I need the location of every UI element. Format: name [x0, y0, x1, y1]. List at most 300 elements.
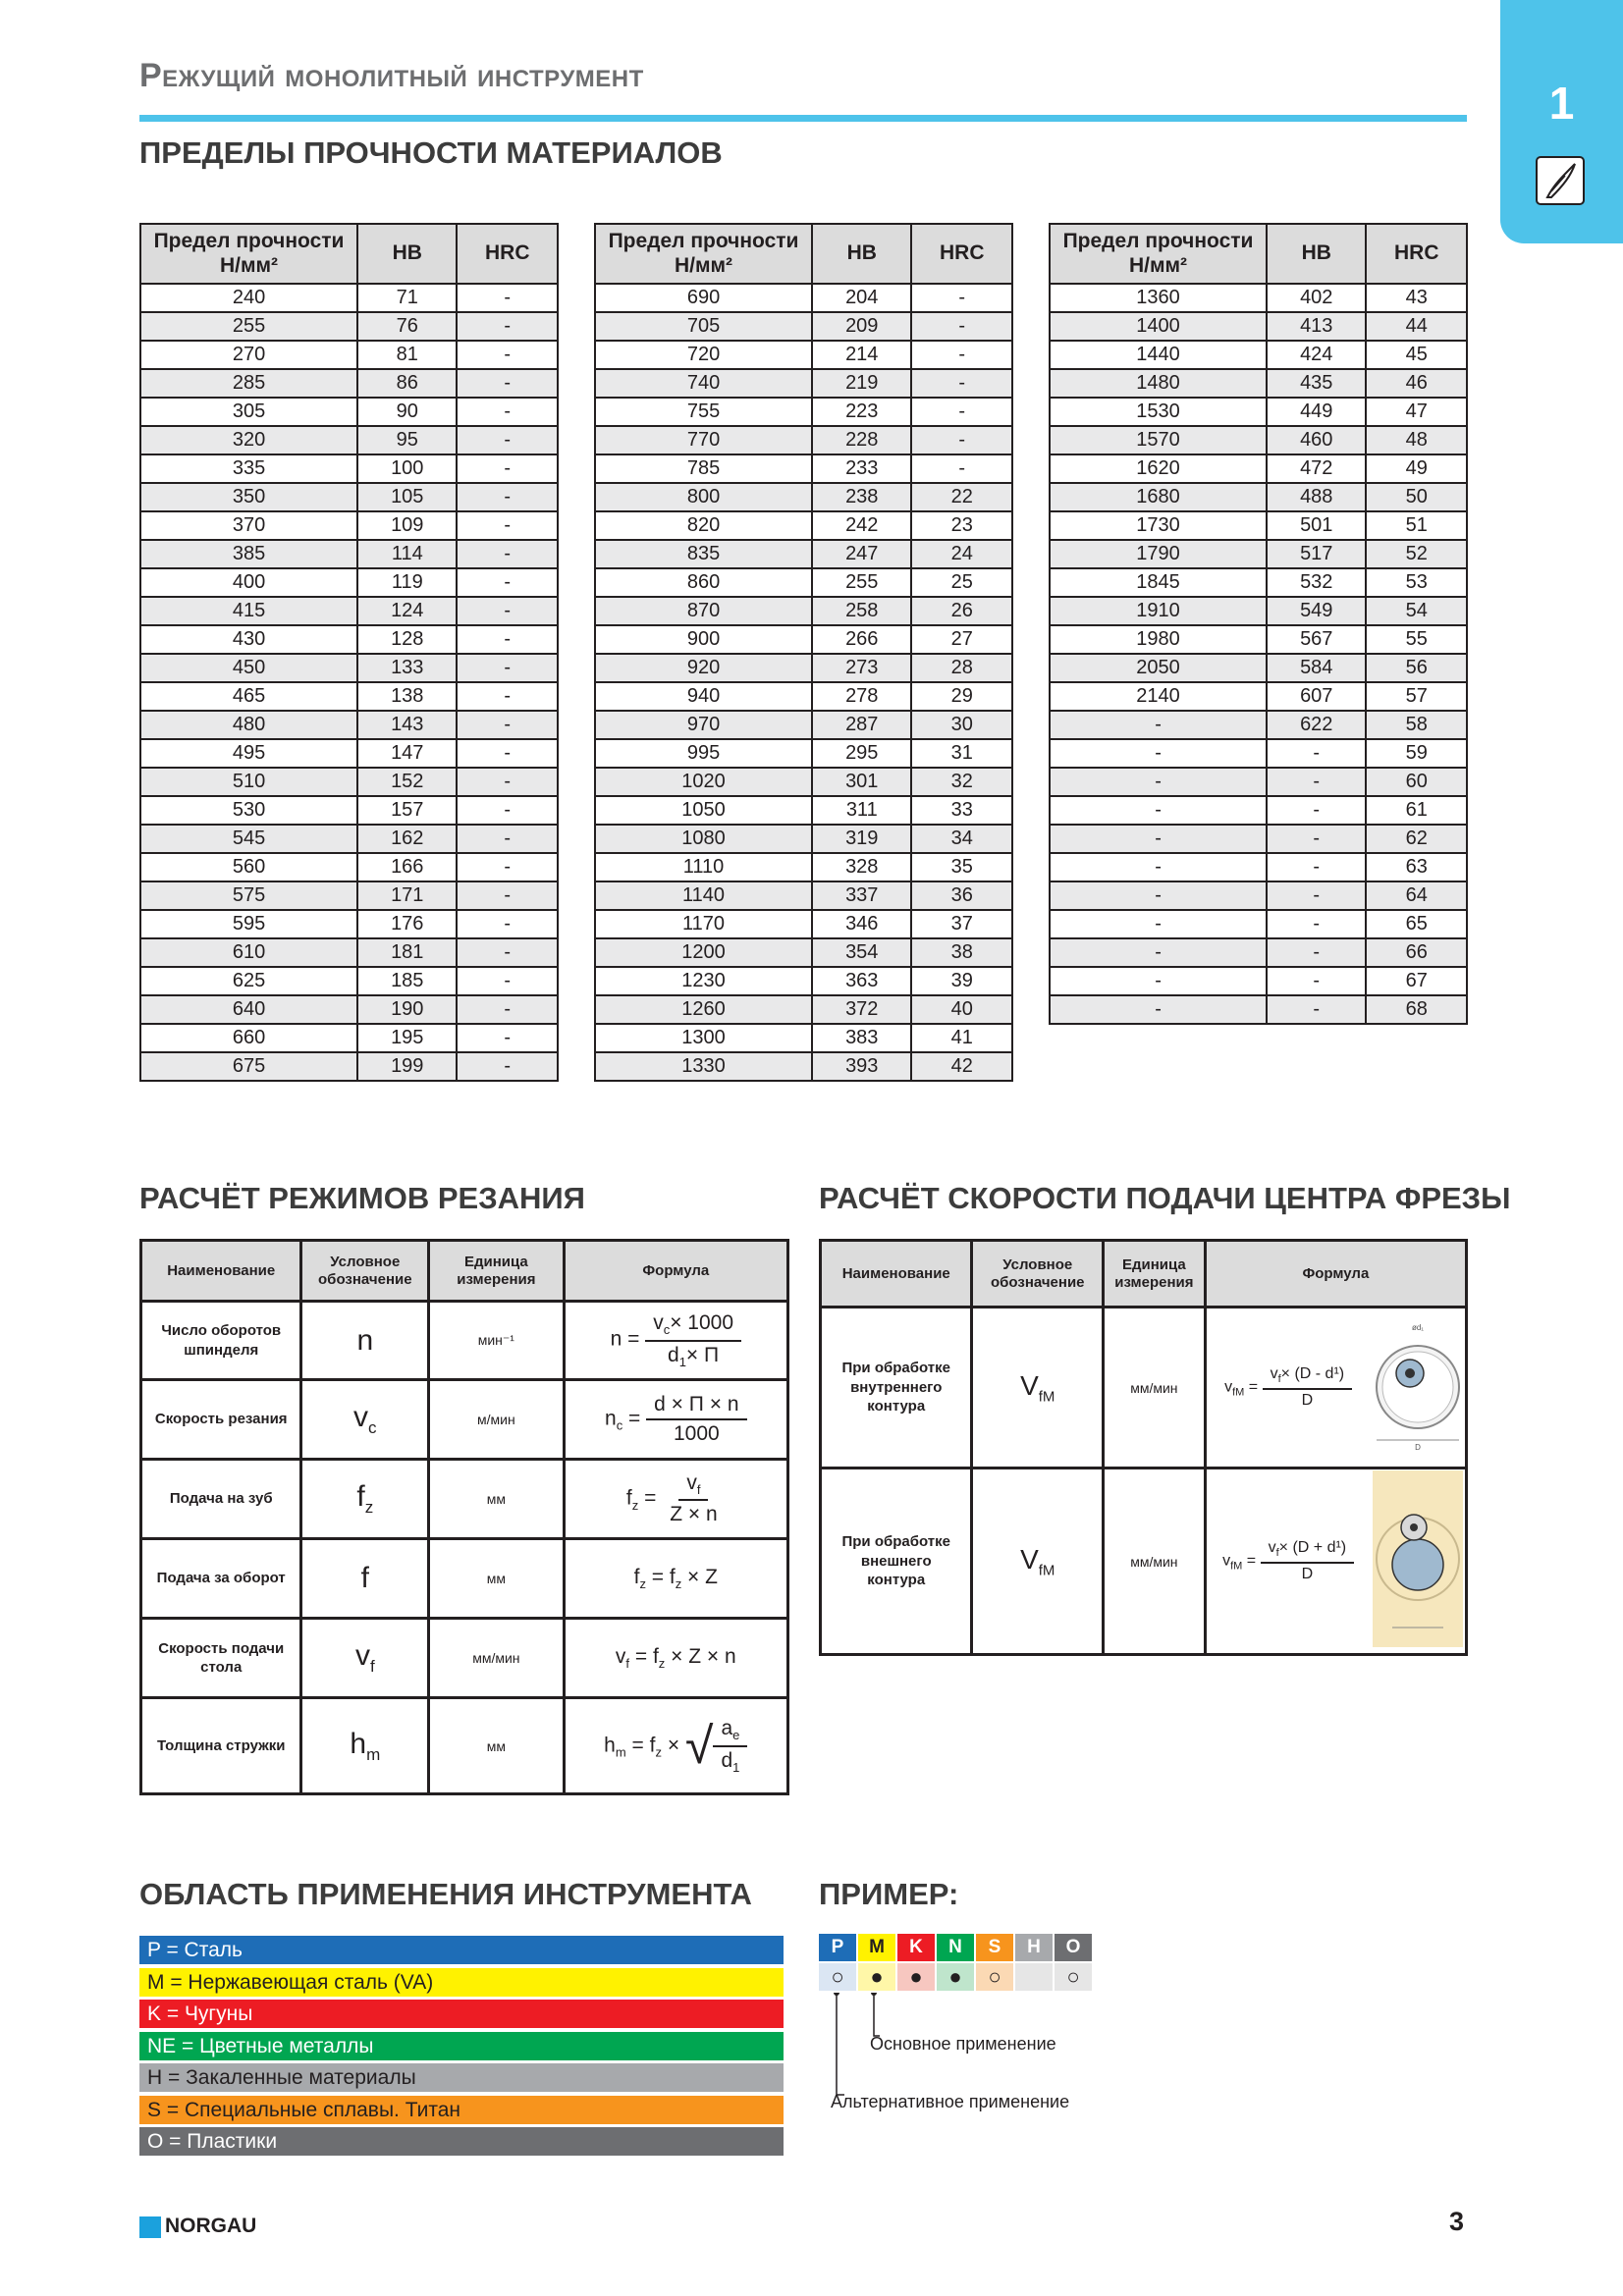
table-row	[595, 369, 1012, 398]
cell-strength: 305	[140, 398, 357, 426]
table-row	[595, 341, 1012, 369]
col-header-hb: HB	[1267, 224, 1366, 284]
cell-strength: 465	[140, 682, 357, 711]
section-title-example: ПРИМЕР:	[819, 1877, 959, 1911]
row-unit: мм	[429, 1698, 564, 1794]
row-name: Толщина стружки	[141, 1698, 301, 1794]
row-unit: мм	[429, 1460, 564, 1539]
table-row	[140, 540, 558, 568]
cell-strength: 640	[140, 995, 357, 1024]
table-row	[1050, 881, 1467, 910]
cell-hrc: 45	[1366, 341, 1467, 369]
row-name: При обработке внешнего контура	[821, 1468, 972, 1655]
cell-hb: 162	[357, 825, 457, 853]
cell-hrc: -	[457, 540, 558, 568]
cell-hrc: -	[457, 284, 558, 312]
main-application-dot: ●	[858, 1963, 895, 1991]
cell-strength: 920	[595, 654, 812, 682]
row-unit: мм/мин	[1104, 1468, 1206, 1655]
col-header-hb: HB	[812, 224, 911, 284]
legend-item: NE = Цветные металлы	[139, 2032, 784, 2060]
table-row	[1050, 398, 1467, 426]
table-row	[140, 511, 558, 540]
cell-hb: 372	[812, 995, 911, 1024]
table-row	[1050, 796, 1467, 825]
cell-hb: 119	[357, 568, 457, 597]
cell-hrc: -	[457, 483, 558, 511]
cell-strength: 510	[140, 768, 357, 796]
cell-hrc: 38	[911, 938, 1012, 967]
cell-hrc: 25	[911, 568, 1012, 597]
cell-hb: 287	[812, 711, 911, 739]
cell-strength: 1845	[1050, 568, 1267, 597]
col-header-symbol: Условное обозначение	[301, 1241, 429, 1302]
cell-hb: -	[1267, 881, 1366, 910]
cell-hb: 76	[357, 312, 457, 341]
cell-strength: -	[1050, 995, 1267, 1024]
cell-hrc: 35	[911, 853, 1012, 881]
table-row	[1050, 426, 1467, 454]
cell-hb: 501	[1267, 511, 1366, 540]
formula-feed-per-rev: $f_z = f_z \times Z$	[564, 1539, 787, 1619]
table-row	[595, 625, 1012, 654]
legend-item: K = Чугуны	[139, 2000, 784, 2028]
cell-hrc: -	[457, 1024, 558, 1052]
cell-strength: 1170	[595, 910, 812, 938]
cell-hrc: 22	[911, 483, 1012, 511]
table-row	[595, 796, 1012, 825]
cell-hb: -	[1267, 995, 1366, 1024]
table-row	[1050, 654, 1467, 682]
cell-hrc: 62	[1366, 825, 1467, 853]
cell-hb: 460	[1267, 426, 1366, 454]
cell-hrc: -	[457, 568, 558, 597]
table-row	[141, 1539, 788, 1619]
cell-hrc: -	[457, 853, 558, 881]
example-letter-k: K	[897, 1934, 935, 1961]
cell-hb: 90	[357, 398, 457, 426]
cell-hb: 354	[812, 938, 911, 967]
cell-hrc: 50	[1366, 483, 1467, 511]
cell-hrc: -	[457, 739, 558, 768]
cell-hb: 301	[812, 768, 911, 796]
cell-strength: 690	[595, 284, 812, 312]
cell-hb: 128	[357, 625, 457, 654]
table-row	[141, 1380, 788, 1460]
cell-strength: -	[1050, 938, 1267, 967]
cell-hrc: 68	[1366, 995, 1467, 1024]
cell-hb: 517	[1267, 540, 1366, 568]
table-row	[595, 881, 1012, 910]
cell-hb: 449	[1267, 398, 1366, 426]
cell-strength: 335	[140, 454, 357, 483]
cell-strength: 800	[595, 483, 812, 511]
table-row	[140, 910, 558, 938]
cell-strength: 785	[595, 454, 812, 483]
table-row	[595, 739, 1012, 768]
table-row	[1050, 483, 1467, 511]
cell-hb: 242	[812, 511, 911, 540]
formula-internal-contour: $v_{fM}$ = $\frac{v_f\times (D - d^1)}{D}$	[1205, 1308, 1370, 1468]
table-row	[1050, 682, 1467, 711]
cell-hb: 567	[1267, 625, 1366, 654]
cell-hb: -	[1267, 938, 1366, 967]
cell-strength: 720	[595, 341, 812, 369]
cell-hrc: -	[457, 995, 558, 1024]
cell-strength: 1980	[1050, 625, 1267, 654]
cell-hrc: 43	[1366, 284, 1467, 312]
cell-hrc: 61	[1366, 796, 1467, 825]
cell-hrc: 34	[911, 825, 1012, 853]
cell-strength: 660	[140, 1024, 357, 1052]
cell-hb: 319	[812, 825, 911, 853]
col-header-formula: Формула	[564, 1241, 787, 1302]
internal-contour-diagram	[1371, 1308, 1467, 1468]
cell-hrc: -	[911, 284, 1012, 312]
cell-strength: 240	[140, 284, 357, 312]
cell-hb: 337	[812, 881, 911, 910]
table-row	[140, 654, 558, 682]
cell-strength: 595	[140, 910, 357, 938]
row-symbol: $v_f$	[301, 1619, 429, 1698]
cell-strength: 1730	[1050, 511, 1267, 540]
cell-strength: 1110	[595, 853, 812, 881]
table-row	[595, 853, 1012, 881]
table-row	[141, 1302, 788, 1380]
main-application-label: Основное применение	[870, 2034, 1056, 2054]
cell-hb: 71	[357, 284, 457, 312]
table-row	[140, 625, 558, 654]
table-row	[595, 454, 1012, 483]
alt-application-dot: ○	[819, 1963, 856, 1991]
formula-chip-thickness: $h_m = f_z$ × √ $\frac{a_e}{d_1}$	[564, 1698, 787, 1794]
cell-strength: -	[1050, 768, 1267, 796]
cell-hrc: -	[457, 682, 558, 711]
table-row	[595, 540, 1012, 568]
cell-hb: 86	[357, 369, 457, 398]
cell-strength: 320	[140, 426, 357, 454]
table-row	[1050, 825, 1467, 853]
cell-hrc: -	[911, 369, 1012, 398]
cell-hb: 166	[357, 853, 457, 881]
table-row	[140, 739, 558, 768]
cell-strength: 560	[140, 853, 357, 881]
row-symbol: n	[301, 1302, 429, 1380]
table-row	[140, 1052, 558, 1081]
col-header-formula: Формула	[1205, 1241, 1466, 1308]
col-header-symbol: Условное обозначение	[972, 1241, 1104, 1308]
cell-strength: 705	[595, 312, 812, 341]
cell-hb: -	[1267, 768, 1366, 796]
example-letter-o: O	[1055, 1934, 1092, 1961]
cell-hb: 95	[357, 426, 457, 454]
cell-hrc: -	[457, 825, 558, 853]
table-row	[595, 711, 1012, 739]
cell-strength: 385	[140, 540, 357, 568]
norgau-logo: NORGAU	[165, 2215, 257, 2237]
table-row	[140, 938, 558, 967]
legend-item: H = Закаленные материалы	[139, 2063, 784, 2092]
table-row	[140, 398, 558, 426]
cell-hrc: 52	[1366, 540, 1467, 568]
cell-strength: 495	[140, 739, 357, 768]
table-row	[140, 1024, 558, 1052]
cell-hrc: 59	[1366, 739, 1467, 768]
cell-hb: 247	[812, 540, 911, 568]
cell-strength: 2140	[1050, 682, 1267, 711]
formula-feed-per-tooth: $f_z$ = $\frac{v_f}{Z \times n}$	[564, 1460, 787, 1539]
table-row	[1050, 739, 1467, 768]
table-row	[140, 881, 558, 910]
strength-table-2	[594, 223, 1013, 1082]
cell-strength: -	[1050, 853, 1267, 881]
cell-hb: 124	[357, 597, 457, 625]
table-row	[1050, 910, 1467, 938]
table-row	[595, 511, 1012, 540]
cell-hb: 346	[812, 910, 911, 938]
cell-hrc: 31	[911, 739, 1012, 768]
cell-strength: 1080	[595, 825, 812, 853]
cell-hb: 393	[812, 1052, 911, 1081]
table-row	[595, 1052, 1012, 1081]
cell-strength: 2050	[1050, 654, 1267, 682]
cell-hrc: 58	[1366, 711, 1467, 739]
table-row	[141, 1619, 788, 1698]
cell-hb: 114	[357, 540, 457, 568]
row-symbol: f	[301, 1539, 429, 1619]
cell-hrc: 36	[911, 881, 1012, 910]
cell-strength: 450	[140, 654, 357, 682]
cell-strength: 545	[140, 825, 357, 853]
formula-table-feed: $v_f = f_z \times Z \times n$	[564, 1619, 787, 1698]
cell-hrc: 47	[1366, 398, 1467, 426]
table-row	[140, 682, 558, 711]
table-row	[140, 967, 558, 995]
cell-hb: 138	[357, 682, 457, 711]
cell-hrc: 41	[911, 1024, 1012, 1052]
cell-hb: 549	[1267, 597, 1366, 625]
cell-hrc: -	[457, 454, 558, 483]
row-symbol: $f_z$	[301, 1460, 429, 1539]
cell-hrc: 26	[911, 597, 1012, 625]
table-row	[140, 853, 558, 881]
cell-hrc: 53	[1366, 568, 1467, 597]
cell-strength: 1140	[595, 881, 812, 910]
table-row	[1050, 711, 1467, 739]
cell-strength: 740	[595, 369, 812, 398]
table-row	[141, 1460, 788, 1539]
cell-hrc: 39	[911, 967, 1012, 995]
cell-hb: 363	[812, 967, 911, 995]
cell-hrc: 46	[1366, 369, 1467, 398]
cell-hb: 622	[1267, 711, 1366, 739]
table-row	[141, 1698, 788, 1794]
cell-hb: 255	[812, 568, 911, 597]
cell-strength: 270	[140, 341, 357, 369]
cell-hb: 147	[357, 739, 457, 768]
formula-external-contour: $v_{fM}$ = $\frac{v_f\times (D + d^1)}{D}$	[1205, 1468, 1370, 1655]
cell-hb: 383	[812, 1024, 911, 1052]
col-header-unit: Единица измерения	[429, 1241, 564, 1302]
table-row	[595, 568, 1012, 597]
table-row	[595, 426, 1012, 454]
row-name: Скорость подачи стола	[141, 1619, 301, 1698]
table-row	[140, 825, 558, 853]
row-symbol: $V_{fM}$	[972, 1308, 1104, 1468]
col-header-hrc: HRC	[911, 224, 1012, 284]
cell-hrc: 49	[1366, 454, 1467, 483]
page-number: 3	[1449, 2207, 1465, 2236]
cell-hb: -	[1267, 825, 1366, 853]
cell-strength: 675	[140, 1052, 357, 1081]
cell-strength: 870	[595, 597, 812, 625]
legend-item: S = Специальные сплавы. Титан	[139, 2096, 784, 2124]
row-unit: мин⁻¹	[429, 1302, 564, 1380]
cell-hrc: -	[457, 910, 558, 938]
table-row	[595, 938, 1012, 967]
cell-strength: 415	[140, 597, 357, 625]
cell-strength: 900	[595, 625, 812, 654]
cell-strength: 1680	[1050, 483, 1267, 511]
cell-hrc: -	[457, 881, 558, 910]
cell-hb: -	[1267, 967, 1366, 995]
cell-hrc: 32	[911, 768, 1012, 796]
cell-strength: 755	[595, 398, 812, 426]
table-row	[140, 284, 558, 312]
cell-strength: 285	[140, 369, 357, 398]
cell-hrc: -	[457, 967, 558, 995]
center-feed-table	[819, 1239, 1468, 1656]
cell-hrc: 66	[1366, 938, 1467, 967]
cell-strength: 255	[140, 312, 357, 341]
table-row	[595, 682, 1012, 711]
example-letter-m: M	[858, 1934, 895, 1961]
row-name: Подача за оборот	[141, 1539, 301, 1619]
table-row	[595, 995, 1012, 1024]
cell-strength: 1620	[1050, 454, 1267, 483]
cell-hb: 223	[812, 398, 911, 426]
cell-hb: 228	[812, 426, 911, 454]
cell-hrc: -	[457, 597, 558, 625]
cell-hb: 278	[812, 682, 911, 711]
cell-hrc: 56	[1366, 654, 1467, 682]
cell-hrc: -	[911, 312, 1012, 341]
cell-hb: 424	[1267, 341, 1366, 369]
table-row	[1050, 312, 1467, 341]
table-row	[1050, 341, 1467, 369]
cell-hb: 109	[357, 511, 457, 540]
row-symbol: $v_c$	[301, 1380, 429, 1460]
cell-hrc: -	[457, 369, 558, 398]
strength-table-1	[139, 223, 559, 1082]
cell-hrc: -	[457, 1052, 558, 1081]
cell-hb: -	[1267, 853, 1366, 881]
cell-hrc: 55	[1366, 625, 1467, 654]
example-connector-lines	[825, 1993, 903, 2101]
col-header-strength: Предел прочности Н/мм²	[1050, 224, 1267, 284]
main-application-dot: ●	[897, 1963, 935, 1991]
cell-hb: 214	[812, 341, 911, 369]
table-row	[595, 483, 1012, 511]
cell-strength: 575	[140, 881, 357, 910]
cell-strength: 610	[140, 938, 357, 967]
svg-text:ød₁: ød₁	[1411, 1323, 1424, 1332]
cell-hb: 199	[357, 1052, 457, 1081]
cell-hrc: 40	[911, 995, 1012, 1024]
cell-hb: 233	[812, 454, 911, 483]
chapter-number: 1	[1548, 78, 1575, 129]
cell-strength: 1330	[595, 1052, 812, 1081]
table-row	[140, 768, 558, 796]
cell-hrc: 48	[1366, 426, 1467, 454]
cell-hrc: 44	[1366, 312, 1467, 341]
cell-strength: 370	[140, 511, 357, 540]
row-unit: мм/мин	[1104, 1308, 1206, 1468]
header-divider	[139, 115, 1467, 122]
cell-strength: -	[1050, 910, 1267, 938]
table-row	[595, 398, 1012, 426]
cell-hb: 266	[812, 625, 911, 654]
cell-hrc: -	[911, 426, 1012, 454]
cell-hrc: -	[457, 796, 558, 825]
cell-strength: 430	[140, 625, 357, 654]
cell-hrc: 29	[911, 682, 1012, 711]
cell-hrc: 60	[1366, 768, 1467, 796]
row-name: Скорость резания	[141, 1380, 301, 1460]
cell-hb: 100	[357, 454, 457, 483]
table-row	[1050, 568, 1467, 597]
cell-hb: 204	[812, 284, 911, 312]
cell-hrc: -	[457, 511, 558, 540]
cell-hb: 328	[812, 853, 911, 881]
legend-item: P = Сталь	[139, 1936, 784, 1964]
svg-text:D: D	[1414, 1443, 1421, 1452]
cell-hrc: 27	[911, 625, 1012, 654]
cell-hb: 190	[357, 995, 457, 1024]
cell-hb: 152	[357, 768, 457, 796]
cell-strength: -	[1050, 825, 1267, 853]
cell-strength: 820	[595, 511, 812, 540]
section-title-center-feed: РАСЧЁТ СКОРОСТИ ПОДАЧИ ЦЕНТРА ФРЕЗЫ	[819, 1181, 1511, 1215]
cell-strength: 1440	[1050, 341, 1267, 369]
cell-hrc: -	[457, 711, 558, 739]
table-row	[140, 568, 558, 597]
col-header-strength: Предел прочности Н/мм²	[140, 224, 357, 284]
cell-hrc: -	[457, 312, 558, 341]
cell-hb: 472	[1267, 454, 1366, 483]
col-header-name: Наименование	[141, 1241, 301, 1302]
table-row	[1050, 540, 1467, 568]
cell-strength: -	[1050, 967, 1267, 995]
cell-hrc: -	[457, 938, 558, 967]
cell-hb: 181	[357, 938, 457, 967]
cell-hb: 105	[357, 483, 457, 511]
cell-hrc: -	[457, 654, 558, 682]
example-letter-p: P	[819, 1934, 856, 1961]
table-row	[1050, 369, 1467, 398]
cell-hb: 311	[812, 796, 911, 825]
alt-application-dot: ○	[976, 1963, 1013, 1991]
table-row	[1050, 597, 1467, 625]
cell-hb: 488	[1267, 483, 1366, 511]
section-title-application: ОБЛАСТЬ ПРИМЕНЕНИЯ ИНСТРУМЕНТА	[139, 1877, 752, 1911]
table-row	[1050, 768, 1467, 796]
cell-hb: 143	[357, 711, 457, 739]
cell-strength: 1300	[595, 1024, 812, 1052]
cell-hb: 185	[357, 967, 457, 995]
legend-item: M = Нержавеющая сталь (VA)	[139, 1968, 784, 1997]
table-row	[140, 597, 558, 625]
